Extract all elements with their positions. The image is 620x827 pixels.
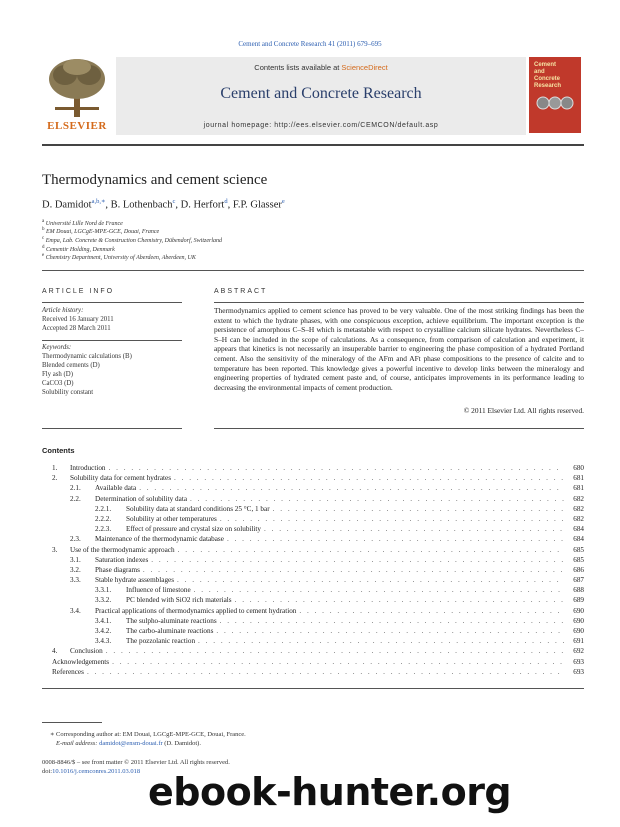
toc-title[interactable]: Introduction (70, 464, 106, 472)
toc-title[interactable]: Solubility data at standard conditions 25 °C, 1 bar (126, 504, 270, 513)
toc-page-number[interactable]: 682 (573, 494, 584, 503)
toc-page-number[interactable]: 685 (573, 555, 584, 564)
toc-number: 3.3.2. (95, 596, 112, 605)
toc-page-number[interactable]: 681 (573, 484, 584, 493)
toc-number: 3.4.3. (95, 637, 112, 646)
elsevier-tree-icon (45, 57, 109, 119)
article-info-divider (42, 302, 182, 303)
toc-number: 3.4. (70, 606, 81, 615)
toc-title[interactable]: Solubility data for cement hydrates (70, 474, 171, 483)
toc-title[interactable]: PC blended with SiO2 rich materials (126, 596, 232, 605)
toc-entry[interactable] (52, 667, 584, 677)
toc-entry[interactable] (52, 555, 584, 565)
toc-number: 1. (52, 464, 58, 472)
history-divider (42, 340, 182, 341)
abstract-bottom-divider (214, 428, 584, 429)
toc-number: 2.1. (70, 484, 81, 493)
toc-number: 2.2.2. (95, 514, 112, 523)
keyword: Thermodynamic calculations (B) (42, 353, 132, 360)
toc-entry[interactable] (52, 524, 584, 534)
toc-leader-dots (174, 473, 564, 483)
sciencedirect-link[interactable]: ScienceDirect (341, 63, 388, 72)
toc-entry[interactable] (52, 606, 584, 616)
toc-title[interactable]: References (52, 667, 84, 676)
journal-homepage[interactable]: journal homepage: http://ees.elsevier.com/CEMCON/default.asp (203, 122, 439, 129)
toc-page-number[interactable]: 681 (573, 474, 584, 483)
author: , B. Lothenbach (105, 199, 173, 211)
toc-entry[interactable] (52, 565, 584, 575)
toc-page-number[interactable]: 693 (573, 667, 584, 676)
toc-number: 2.2.1. (95, 504, 112, 513)
journal-header (42, 57, 562, 137)
history-label: Article history: (42, 307, 84, 314)
author-affil-marker[interactable]: c (172, 198, 176, 205)
email-link[interactable]: damidot@ensm-douai.fr (99, 740, 163, 747)
toc-page-number[interactable]: 684 (573, 525, 584, 534)
toc-page-number[interactable]: 684 (573, 535, 584, 544)
abstract-divider (214, 302, 584, 303)
toc-page-number[interactable]: 691 (573, 637, 584, 646)
journal-banner (116, 57, 526, 135)
toc-leader-dots (194, 585, 564, 595)
toc-page-number[interactable]: 682 (573, 514, 584, 523)
toc-entry[interactable] (52, 534, 584, 544)
toc-page-number[interactable]: 690 (573, 606, 584, 615)
toc-entry[interactable] (52, 504, 584, 514)
issn-line: 0008-8846/$ – see front matter © 2011 Elsevier Ltd. All rights reserved. (42, 759, 230, 766)
toc-entry[interactable] (52, 616, 584, 626)
toc-leader-dots (139, 483, 564, 493)
toc-leader-dots (198, 636, 564, 646)
keyword: Fly ash (D) (42, 371, 73, 378)
toc-entry[interactable] (52, 595, 584, 605)
header-divider (42, 144, 584, 146)
toc-page-number[interactable]: 686 (573, 565, 584, 574)
accepted-date: Accepted 28 March 2011 (42, 325, 111, 332)
affiliation: $^c$ Empa, Lab. Concrete & Construction Chemistry, Dübendorf, Switzerland (42, 236, 223, 244)
toc-number: 3.3.1. (95, 586, 112, 595)
toc-page-number[interactable]: 690 (573, 616, 584, 625)
toc-number: 4. (52, 647, 58, 656)
abstract-text: Thermodynamics applied to cement science has proved to be very valuable. One of the most striking findings has been the extent to which the hydrate phases, with one conspicuous exception, achieve equilibrium. The important exception is the persistence of amorphous C–S–H which is metastable with respect to crystalline calcium silicate hydrates. Nevertheless C–S–H can be included in the scope of calculations. As a consequence, from comparison of calculation and experiment, it appears that kinetics is not necessarily an insuperable barrier to engineering the phase composition of a hydrated Portland cement. Also the sensitivity of the mineralogy of the AFm and AFt phase compositions to the presence of calcite and to temperature has been reported. This knowledge gives a powerful incentive to develop links between the mineralogy and engineering properties of hydrated cement paste and, of course, anticipates improvements in its performance leading to decreasing the environmental impacts of cement production. (214, 306, 584, 392)
toc-number: 3.1. (70, 555, 81, 564)
toc-page-number[interactable]: 687 (573, 576, 584, 585)
toc-title[interactable]: The carbo-aluminate reactions (126, 627, 214, 635)
contents-divider (42, 688, 584, 689)
toc-leader-dots (178, 545, 564, 555)
toc-number: 2.2.3. (95, 525, 112, 534)
author: D. Damidot (42, 199, 92, 211)
journal-cover-thumbnail[interactable] (529, 57, 581, 133)
toc-title[interactable]: Phase diagrams (95, 565, 140, 574)
affiliation: $^a$ Université Lille Nord de France (42, 219, 123, 227)
toc-entry[interactable] (52, 514, 584, 524)
toc-title[interactable]: Determination of solubility data (95, 494, 188, 503)
toc-entry[interactable] (52, 483, 584, 493)
toc-leader-dots (143, 565, 564, 575)
author: , D. Herfort (175, 199, 225, 211)
toc-leader-dots (216, 626, 564, 636)
affiliations-divider (42, 270, 584, 271)
publisher-name: ELSEVIER (47, 120, 107, 132)
contents-heading: Contents (42, 446, 75, 455)
toc-leader-dots (220, 514, 564, 524)
toc-leader-dots (109, 463, 564, 473)
cover-title: Cement and Concrete Research (534, 62, 562, 89)
toc-entry[interactable] (52, 575, 584, 585)
email-note: E-mail address: damidot@ensm-douai.fr (D. Damidot). (56, 740, 201, 747)
toc-title[interactable]: Conclusion (70, 647, 103, 656)
toc-title[interactable]: Acknowledgements (52, 657, 110, 666)
toc-title[interactable]: Available data (95, 484, 137, 493)
toc-leader-dots (112, 657, 564, 667)
toc-entry[interactable] (52, 463, 584, 473)
toc-leader-dots (190, 494, 564, 504)
watermark-text: ebook-hunter.org (148, 770, 512, 814)
toc-page-number[interactable]: 690 (573, 627, 584, 635)
toc-title[interactable]: Influence of limestone (126, 586, 191, 595)
toc-leader-dots (151, 555, 564, 565)
toc-entry[interactable] (52, 473, 584, 483)
author: , F.P. Glasser (227, 199, 282, 211)
affiliation: $^b$ EM Douai, LGCgE-MPE-GCE, Douai, France (42, 227, 160, 235)
toc-leader-dots (177, 575, 564, 585)
toc-page-number[interactable]: 692 (573, 647, 584, 656)
toc-number: 2.2. (70, 494, 81, 503)
toc-page-number[interactable]: 680 (573, 464, 584, 472)
toc-entry[interactable] (52, 646, 584, 656)
toc-title[interactable]: The pozzolanic reaction (126, 637, 196, 646)
toc-number: 2.3. (70, 535, 81, 544)
corresponding-author-note: ∗ Corresponding author at: EM Douai, LGCgE-MPE-GCE, Douai, France. (50, 731, 246, 738)
keywords-label: Keywords: (42, 344, 72, 351)
table-of-contents (52, 463, 584, 677)
toc-title[interactable]: Use of the thermodynamic approach (70, 545, 175, 554)
toc-entry[interactable] (52, 636, 584, 646)
author-list (42, 197, 285, 211)
author-affil-marker[interactable]: d (224, 198, 228, 205)
elsevier-logo[interactable] (42, 57, 112, 135)
toc-page-number[interactable]: 693 (573, 657, 584, 666)
toc-leader-dots (235, 595, 564, 605)
toc-entry[interactable] (52, 585, 584, 595)
toc-title[interactable]: The sulpho-aluminate reactions (126, 616, 217, 625)
info-bottom-divider (42, 428, 182, 429)
author-affil-marker[interactable]: a,b,∗ (91, 198, 106, 205)
toc-leader-dots (227, 534, 564, 544)
article-title: Thermodynamics and cement science (42, 172, 268, 188)
doi-line: doi:10.1016/j.cemconres.2011.03.018 (42, 768, 141, 775)
toc-entry[interactable] (52, 545, 584, 555)
toc-title[interactable]: Solubility at other temperatures (126, 514, 217, 523)
toc-page-number[interactable]: 682 (573, 504, 584, 513)
toc-leader-dots (264, 524, 564, 534)
toc-title[interactable]: Effect of pressure and crystal size on solubility (126, 525, 261, 534)
affiliation: $^d$ Cementir Holding, Denmark (42, 245, 115, 253)
keyword: Blended cements (D) (42, 362, 100, 369)
toc-leader-dots (220, 616, 564, 626)
contents-availability: Contents lists available at ScienceDirect (254, 63, 388, 72)
toc-number: 2. (52, 474, 58, 483)
toc-title[interactable]: Maintenance of the thermodynamic database (95, 535, 224, 544)
toc-number: 3.4.2. (95, 627, 112, 635)
toc-number: 3.4.1. (95, 616, 112, 625)
journal-title: Cement and Concrete Research (220, 85, 422, 102)
keyword: Solubility constant (42, 389, 94, 396)
toc-page-number[interactable]: 688 (573, 586, 584, 595)
journal-reference[interactable]: Cement and Concrete Research 41 (2011) 679–695 (238, 40, 382, 48)
affiliation: $^e$ Chemistry Department, University of Aberdeen, Aberdeen, UK (42, 253, 196, 261)
toc-entry[interactable] (52, 626, 584, 636)
cover-image-icon (535, 91, 575, 115)
toc-title[interactable]: Stable hydrate assemblages (95, 576, 175, 585)
toc-leader-dots (87, 667, 564, 677)
toc-leader-dots (273, 504, 564, 514)
toc-number: 3.2. (70, 565, 81, 574)
toc-page-number[interactable]: 685 (573, 545, 584, 554)
toc-title[interactable]: Practical applications of thermodynamics applied to cement hydration (95, 606, 297, 615)
toc-number: 3. (52, 545, 58, 554)
toc-entry[interactable] (52, 657, 584, 667)
toc-number: 3.3. (70, 576, 81, 585)
doi-link[interactable]: 10.1016/j.cemconres.2011.03.018 (52, 768, 141, 775)
toc-entry[interactable] (52, 494, 584, 504)
copyright: © 2011 Elsevier Ltd. All rights reserved. (463, 406, 584, 415)
toc-title[interactable]: Saturation indexes (95, 555, 149, 564)
abstract-heading: ABSTRACT (214, 288, 268, 295)
footnote-rule (42, 722, 102, 723)
article-info-heading: ARTICLE INFO (42, 288, 115, 295)
toc-leader-dots (106, 646, 564, 656)
toc-leader-dots (299, 606, 564, 616)
keyword: CaCO3 (D) (42, 380, 74, 387)
toc-page-number[interactable]: 689 (573, 596, 584, 605)
author-affil-marker[interactable]: e (281, 198, 285, 205)
received-date: Received 16 January 2011 (42, 316, 114, 323)
